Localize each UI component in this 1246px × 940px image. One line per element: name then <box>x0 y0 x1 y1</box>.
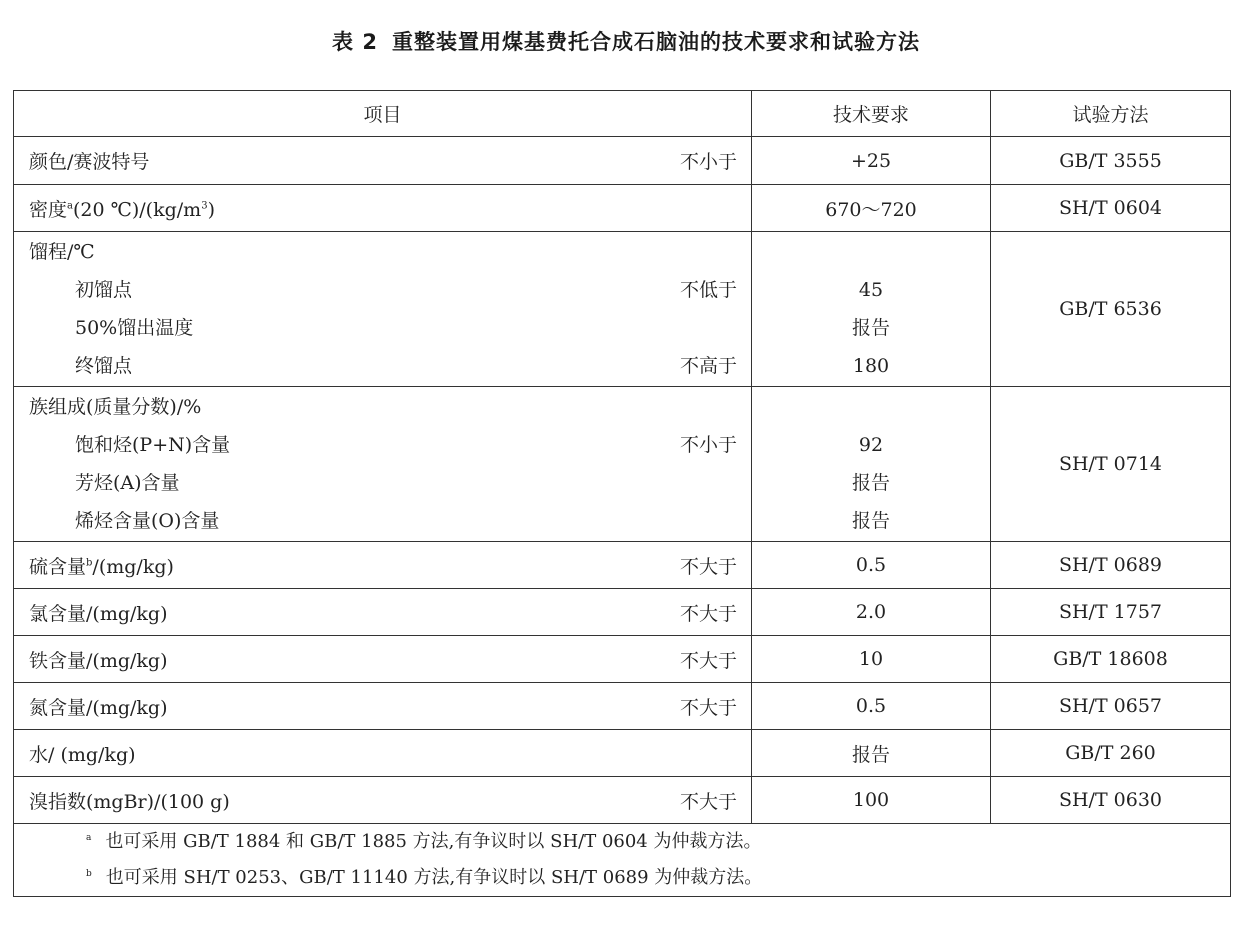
table-row <box>14 185 1231 232</box>
limit-label: 不大于 <box>679 696 737 719</box>
requirement-cell: +25 <box>752 137 991 185</box>
requirement-value: 报告 <box>851 317 890 339</box>
method-cell: GB/T 6536 <box>991 232 1231 387</box>
item-cell <box>14 683 752 730</box>
item-label: 硫含量$^b$/(mg/kg) <box>29 555 174 578</box>
requirement-value: 报告 <box>851 472 890 494</box>
sub-item-label: 饱和烃(P+N)含量 <box>75 434 231 456</box>
method-cell: SH/T 0657 <box>991 683 1231 730</box>
item-cell <box>14 387 752 542</box>
sub-item-label: 初馏点 <box>75 279 133 301</box>
header-requirement: 技术要求 <box>752 91 991 137</box>
method-cell: GB/T 260 <box>991 730 1231 777</box>
sub-item-label: 烯烃含量(O)含量 <box>75 510 220 532</box>
sub-item-label: 终馏点 <box>75 355 133 377</box>
table-row <box>14 589 1231 636</box>
requirement-value: 45 <box>858 279 884 301</box>
requirement-cell: 0.5 <box>752 683 991 730</box>
limit-label: 不大于 <box>679 790 737 813</box>
footnote-mark: a <box>86 833 92 843</box>
table-row <box>14 683 1231 730</box>
footnote-mark: b <box>86 869 92 879</box>
limit-label: 不小于 <box>679 434 737 456</box>
limit-label: 不小于 <box>679 151 737 173</box>
method-cell: SH/T 0604 <box>991 185 1231 232</box>
item-label: 铁含量/(mg/kg) <box>29 649 168 672</box>
table-row <box>14 542 1231 589</box>
requirement-cell: 2.0 <box>752 589 991 636</box>
item-label: 水/ (mg/kg) <box>29 743 136 766</box>
header-item: 项目 <box>14 91 752 137</box>
limit-label: 不低于 <box>679 279 737 301</box>
method-cell: SH/T 0714 <box>991 387 1231 542</box>
item-cell <box>14 589 752 636</box>
requirement-value: 92 <box>858 434 884 456</box>
limit-label: 不高于 <box>679 355 737 377</box>
limit-label: 不大于 <box>679 602 737 625</box>
item-cell <box>14 777 752 824</box>
item-label: 颜色/赛波特号 <box>29 151 150 173</box>
footnote-mark: a <box>67 200 73 212</box>
item-cell <box>14 542 752 589</box>
notes-row <box>14 824 1231 897</box>
table-row <box>14 730 1231 777</box>
table-number: 表 2 <box>332 30 378 54</box>
table-title <box>0 26 1246 56</box>
item-cell <box>14 730 752 777</box>
footnote-mark: b <box>86 557 93 569</box>
footnote <box>14 860 1230 896</box>
table-row <box>14 137 1231 185</box>
item-cell <box>14 137 752 185</box>
requirement-cell <box>752 387 991 542</box>
method-cell: GB/T 18608 <box>991 636 1231 683</box>
spec-table <box>13 90 1231 897</box>
notes-cell <box>14 824 1231 897</box>
table-row <box>14 636 1231 683</box>
requirement-cell: 报告 <box>752 730 991 777</box>
item-label: 密度$^a$(20 $℃)/(kg/m^3)$ <box>29 198 215 221</box>
header-method: 试验方法 <box>991 91 1231 137</box>
item-cell <box>14 185 752 232</box>
footnote-text: 也可采用 SH/T 0253、GB/T 11140 方法,有争议时以 SH/T 0689 为仲裁方法。 <box>105 867 763 888</box>
item-label: 氮含量/(mg/kg) <box>29 696 168 719</box>
limit-label: 不大于 <box>679 555 737 578</box>
item-label: 族组成(质量分数)/% <box>29 396 202 418</box>
item-label: 馏程/℃ <box>29 241 95 263</box>
header-row <box>14 91 1231 137</box>
requirement-value: 180 <box>852 355 890 377</box>
requirement-cell: 670～720 <box>752 185 991 232</box>
method-cell: GB/T 3555 <box>991 137 1231 185</box>
sub-item-label: 50%馏出温度 <box>75 317 194 339</box>
method-cell: SH/T 0689 <box>991 542 1231 589</box>
requirement-cell <box>752 232 991 387</box>
footnote <box>14 824 1230 860</box>
requirement-cell: 10 <box>752 636 991 683</box>
method-cell: SH/T 1757 <box>991 589 1231 636</box>
table-row <box>14 232 1231 387</box>
requirement-cell: 100 <box>752 777 991 824</box>
method-cell: SH/T 0630 <box>991 777 1231 824</box>
item-cell <box>14 636 752 683</box>
table-caption: 重整装置用煤基费托合成石脑油的技术要求和试验方法 <box>391 30 920 54</box>
limit-label: 不大于 <box>679 649 737 672</box>
requirement-cell: 0.5 <box>752 542 991 589</box>
table-row <box>14 387 1231 542</box>
item-cell <box>14 232 752 387</box>
item-label: 氯含量/(mg/kg) <box>29 602 168 625</box>
sub-item-label: 芳烃(A)含量 <box>75 472 180 494</box>
requirement-value: 报告 <box>851 510 890 532</box>
table-row <box>14 777 1231 824</box>
footnote-text: 也可采用 GB/T 1884 和 GB/T 1885 方法,有争议时以 SH/T 0604 为仲裁方法。 <box>105 831 762 852</box>
item-label: 溴指数(mgBr)/(100 g) <box>29 790 230 813</box>
